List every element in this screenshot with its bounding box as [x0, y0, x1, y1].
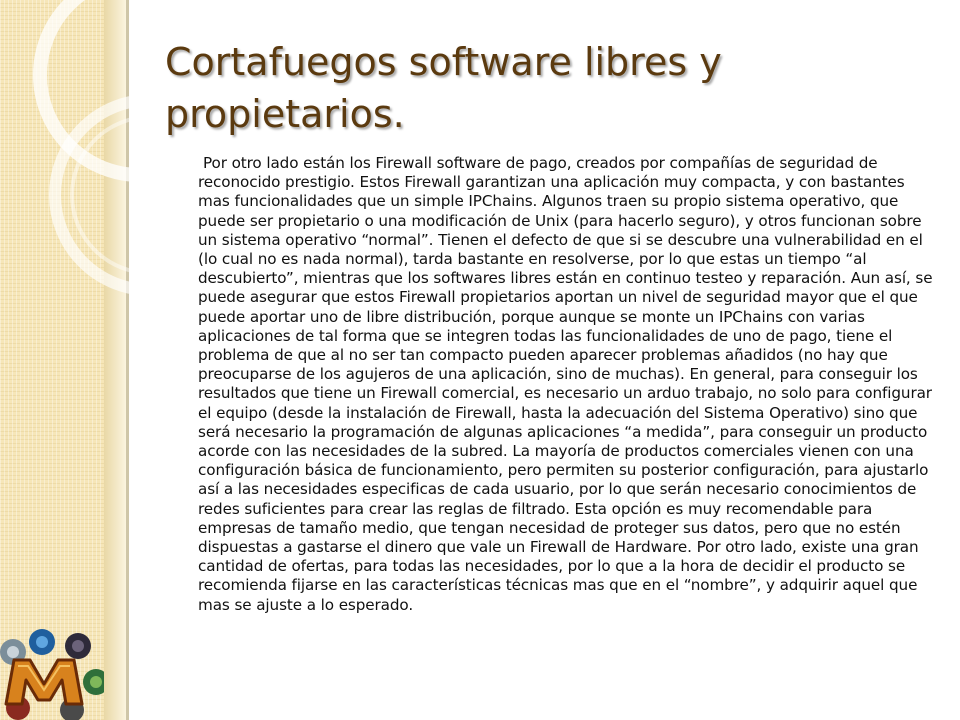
slide-body-text: Por otro lado están los Firewall software de pago, creados por compañías de seguridad de reconocido prestigio. Estos Firewall garantizan una aplicación muy compacta, y con bastantes mas funcionalidades que un simple IPChains. Algunos traen su propio sistema operativo, que puede ser propietario o una modificación de Unix (para hacerlo seguro), y otros funcionan sobre un sistema operativo “normal”. Tienen el defecto de que si se descubre una vulnerabilidad en el (lo cual no es nada normal), tarda bastante en resolverse, por lo que estas un tiempo “al descubierto”, mientras que los softwares libres están en continuo testeo y reparación. Aun así, se puede asegurar que estos Firewall propietarios aportan un nivel de seguridad mayor que el que puede aportar uno de libre distribución, porque aunque se monte un IPChains con varias aplicaciones de tal forma que se integren todas las funcionalidades de uno de pago, tiene el problema de que al no ser tan compacto pueden aparecer problemas añadidos (no hay que preocuparse de los agujeros de una aplicación, sino de muchas). En general, para conseguir los resultados que tiene un Firewall comercial, es necesario un arduo trabajo, no solo para configurar el equipo (desde la instalación de Firewall, hasta la adecuación del Sistema Operativo) sino que será necesario la programación de algunas aplicaciones “a medida”, para conseguir un producto acorde con las necesidades de la subred. La mayoría de productos comerciales vienen con una configuración básica de funcionamiento, pero permiten su posterior configuración, para ajustarlo así a las necesidades especificas de cada usuario, por lo que serán necesario conocimientos de redes suficientes para crear las reglas de filtrado. Esta opción es muy recomendable para empresas de tamaño medio, que tengan necesidad de proteger sus datos, pero que no estén dispuestas a gastarse el dinero que vale un Firewall de Hardware. Por otro lado, existe una gran cantidad de ofertas, para todas las necesidades, por lo que a la hora de decidir el producto se recomienda fijarse en las características técnicas mas que en el “nombre”, y adquirir aquel que mas se ajuste a lo esperado.: [198, 154, 933, 614]
magic-m-logo-icon: [0, 626, 104, 720]
slide-title: Cortafuegos software libres y propietarios.: [165, 40, 722, 136]
